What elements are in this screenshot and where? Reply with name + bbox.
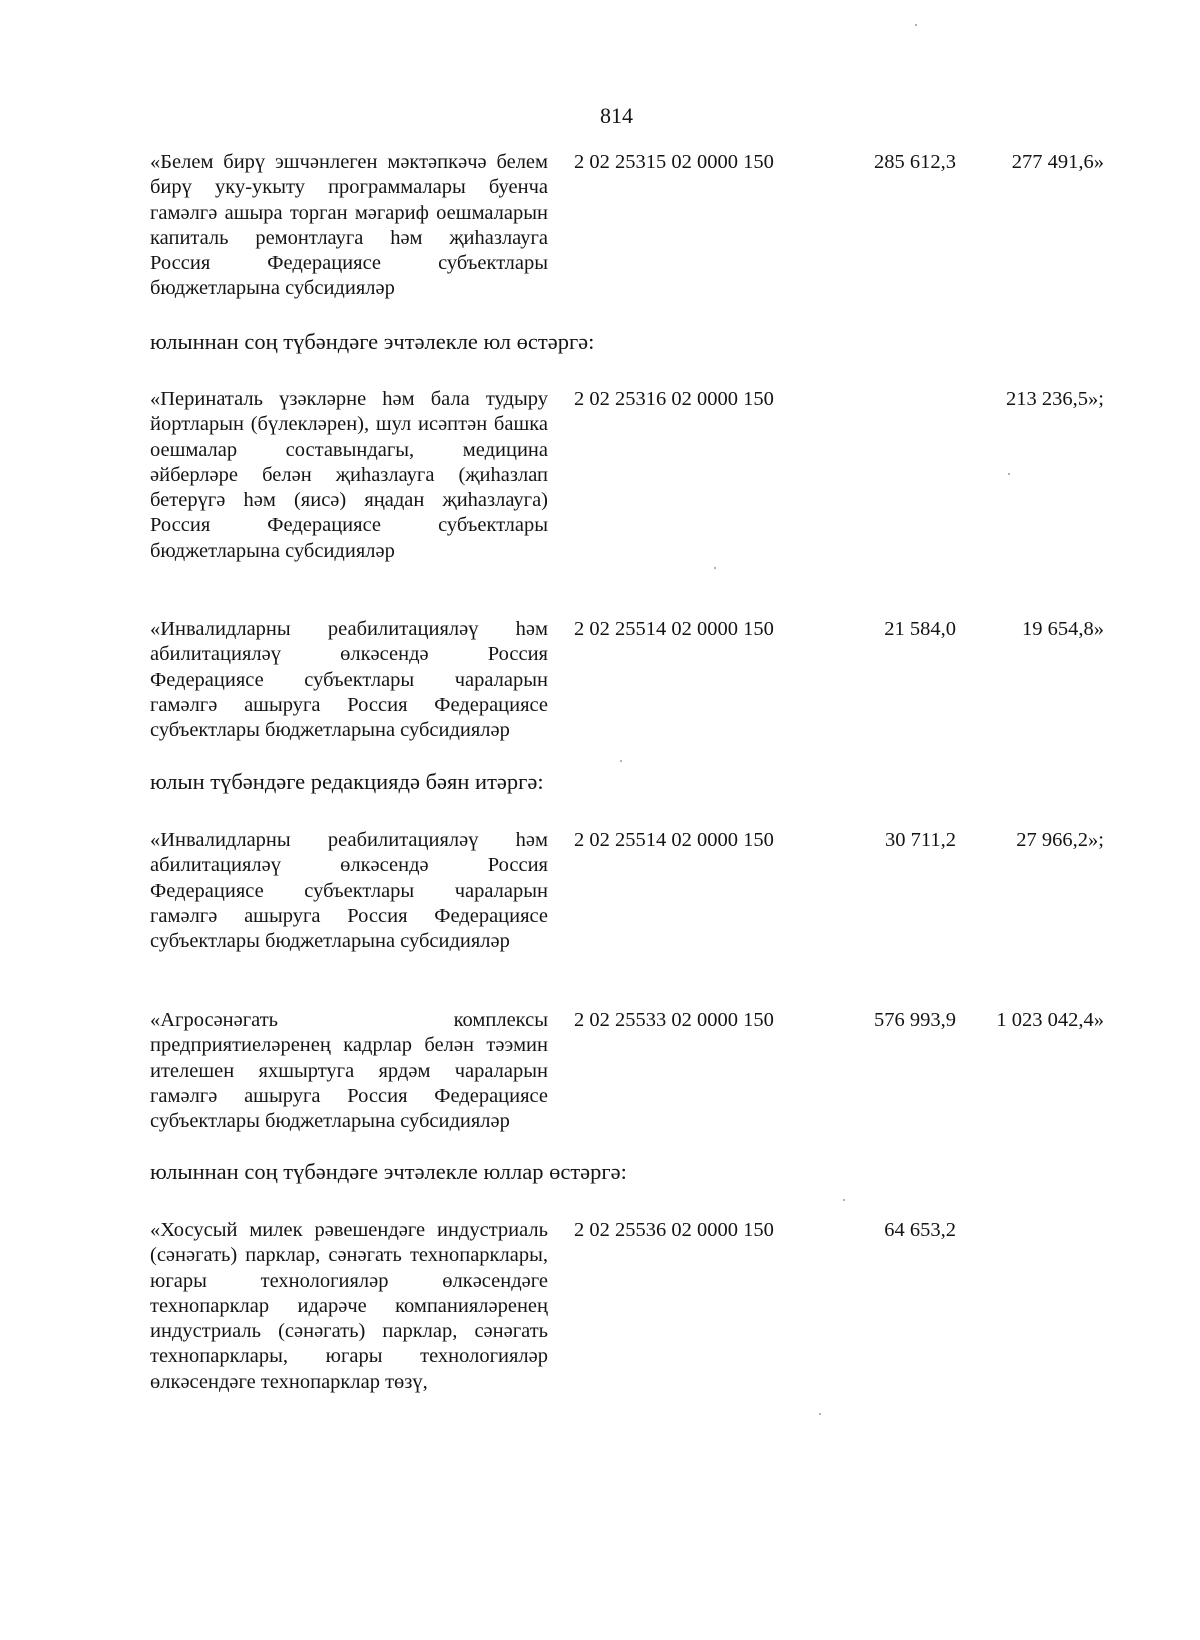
row-description: «Агросәнәгать комплексы предприятиеләренең кадрлар белән тәэмин ителешен яхшыртуга ярдәм чараларын гамәлгә ашыруга Россия Федерациясе субъектлары бюджетларына субсидияләр xyxy=(150,1009,548,1133)
scan-speck xyxy=(714,567,716,569)
scan-speck xyxy=(915,24,917,26)
row-description: «Белем бирү эшчәнлеген мәктәпкәчә белем бирү уку-укыту программалары буенча гамәлгә ашыра торган мәгариф оешмаларын капиталь ремонтлауга һәм җиһазлауга Россия Федерациясе субъектлары бюджетларына субсидияләр xyxy=(150,151,548,300)
row-code: 2 02 25514 02 0000 150 xyxy=(574,829,774,851)
scan-speck xyxy=(620,760,622,762)
row-description: «Инвалидларны реабилитацияләү һәм абилитацияләү өлкәсендә Россия Федерациясе субъектлары чараларын гамәлгә ашыруга Россия Федерациясе субъектлары бюджетларына субсидияләр xyxy=(150,618,548,742)
scan-speck xyxy=(1008,473,1010,475)
row-value-2: 19 654,8» xyxy=(1022,618,1104,640)
row-value-2: 277 491,6» xyxy=(1011,151,1104,173)
row-description: «Хосусый милек рәвешендәге индустриаль (сәнәгать) парклар, сәнәгать технопарклары, югары технологияләр өлкәсендәге технопарклар идарәче компанияләренең индустриаль (сәнәгать) парклар, сәнәгать технопарклары, югары технологияләр өлкәсендәге технопарклар төзү, xyxy=(150,1219,548,1393)
scan-speck xyxy=(843,1199,845,1201)
row-description: «Инвалидларны реабилитацияләү һәм абилитацияләү өлкәсендә Россия Федерациясе субъектлары чараларын гамәлгә ашыруга Россия Федерациясе субъектлары бюджетларына субсидияләр xyxy=(150,829,548,953)
page-number: 814 xyxy=(600,103,633,128)
row-value-1: 64 653,2 xyxy=(884,1219,956,1241)
row-code: 2 02 25533 02 0000 150 xyxy=(574,1009,774,1031)
amendment-instruction: юлын түбәндәге редакциядә бәян итәргә: xyxy=(150,769,544,794)
row-value-2: 1 023 042,4» xyxy=(996,1009,1104,1031)
amendment-instruction: юлыннан соң түбәндәге эчтәлекле юл өстәргә: xyxy=(150,329,595,354)
row-value-1: 285 612,3 xyxy=(874,151,956,173)
row-code: 2 02 25514 02 0000 150 xyxy=(574,618,774,640)
row-value-1: 30 711,2 xyxy=(885,829,956,851)
scan-speck xyxy=(819,1413,821,1415)
row-value-1: 21 584,0 xyxy=(884,618,956,640)
row-value-2: 27 966,2»; xyxy=(1016,829,1104,851)
row-value-1: 576 993,9 xyxy=(874,1009,956,1031)
row-description: «Перинаталь үзәкләрне һәм бала тудыру йортларын (бүлекләрен), шул исәптән башка оешмалар составындагы, медицина әйберләре белән җиһазлауга (җиһазлап бетерүгә һәм (яисә) яңадан җиһазлауга) Россия Федерациясе субъектлары бюджетларына субсидияләр xyxy=(150,388,548,562)
amendment-instruction: юлыннан соң түбәндәге эчтәлекле юллар өстәргә: xyxy=(150,1159,627,1184)
row-code: 2 02 25315 02 0000 150 xyxy=(574,151,774,173)
row-code: 2 02 25536 02 0000 150 xyxy=(574,1219,774,1241)
row-code: 2 02 25316 02 0000 150 xyxy=(574,388,774,410)
row-value-2: 213 236,5»; xyxy=(1006,388,1104,410)
